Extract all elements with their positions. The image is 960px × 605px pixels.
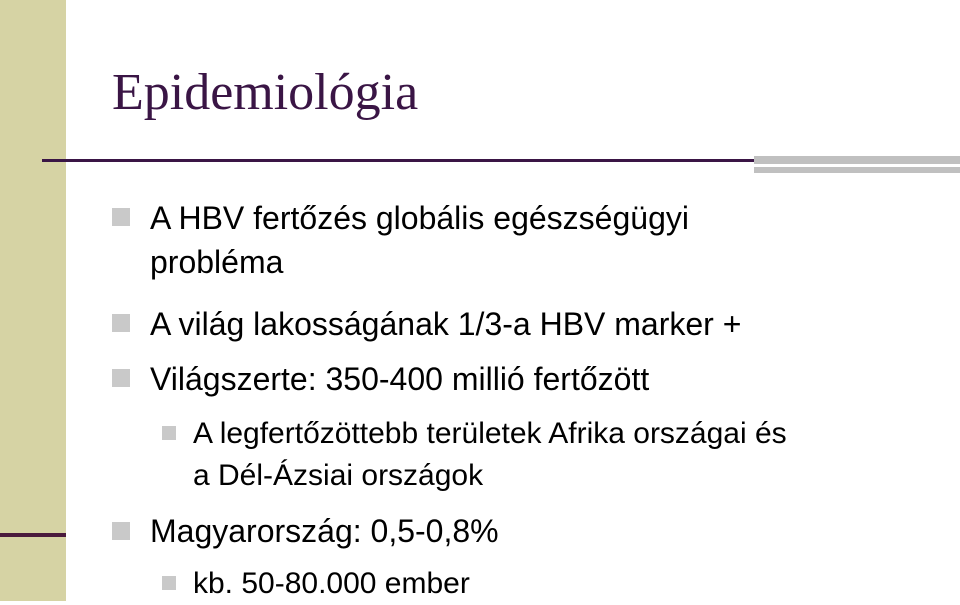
bullet-line: a Dél-Ázsiai országok bbox=[193, 459, 484, 492]
sub-bullet-item bbox=[193, 413, 787, 497]
slide-title: Epidemiológia bbox=[112, 64, 419, 121]
bullet-item bbox=[150, 196, 689, 284]
bullet-line: A világ lakosságának 1/3-a HBV marker + bbox=[150, 306, 742, 342]
bullet-item bbox=[150, 357, 649, 401]
bullet-line: Világszerte: 350-400 millió fertőzött bbox=[150, 361, 650, 397]
bullet-item bbox=[150, 302, 741, 346]
bullet-square-icon bbox=[112, 208, 130, 226]
bullet-line: probléma bbox=[150, 244, 284, 280]
bullet-square-icon bbox=[112, 522, 130, 540]
bullet-line: kb. 50-80.000 ember bbox=[193, 567, 470, 600]
bullet-line: A legfertőzöttebb területek Afrika országai és bbox=[193, 417, 787, 450]
bullet-line: Magyarország: 0,5-0,8% bbox=[150, 513, 499, 549]
sub-bullet-item bbox=[193, 563, 470, 605]
bullet-item bbox=[150, 509, 499, 553]
bullet-line: A HBV fertőzés globális egészségügyi bbox=[150, 200, 689, 236]
bullet-square-icon bbox=[112, 369, 130, 387]
bullet-square-icon bbox=[112, 314, 130, 332]
sub-bullet-square-icon bbox=[162, 426, 176, 440]
sub-bullet-square-icon bbox=[162, 576, 176, 590]
